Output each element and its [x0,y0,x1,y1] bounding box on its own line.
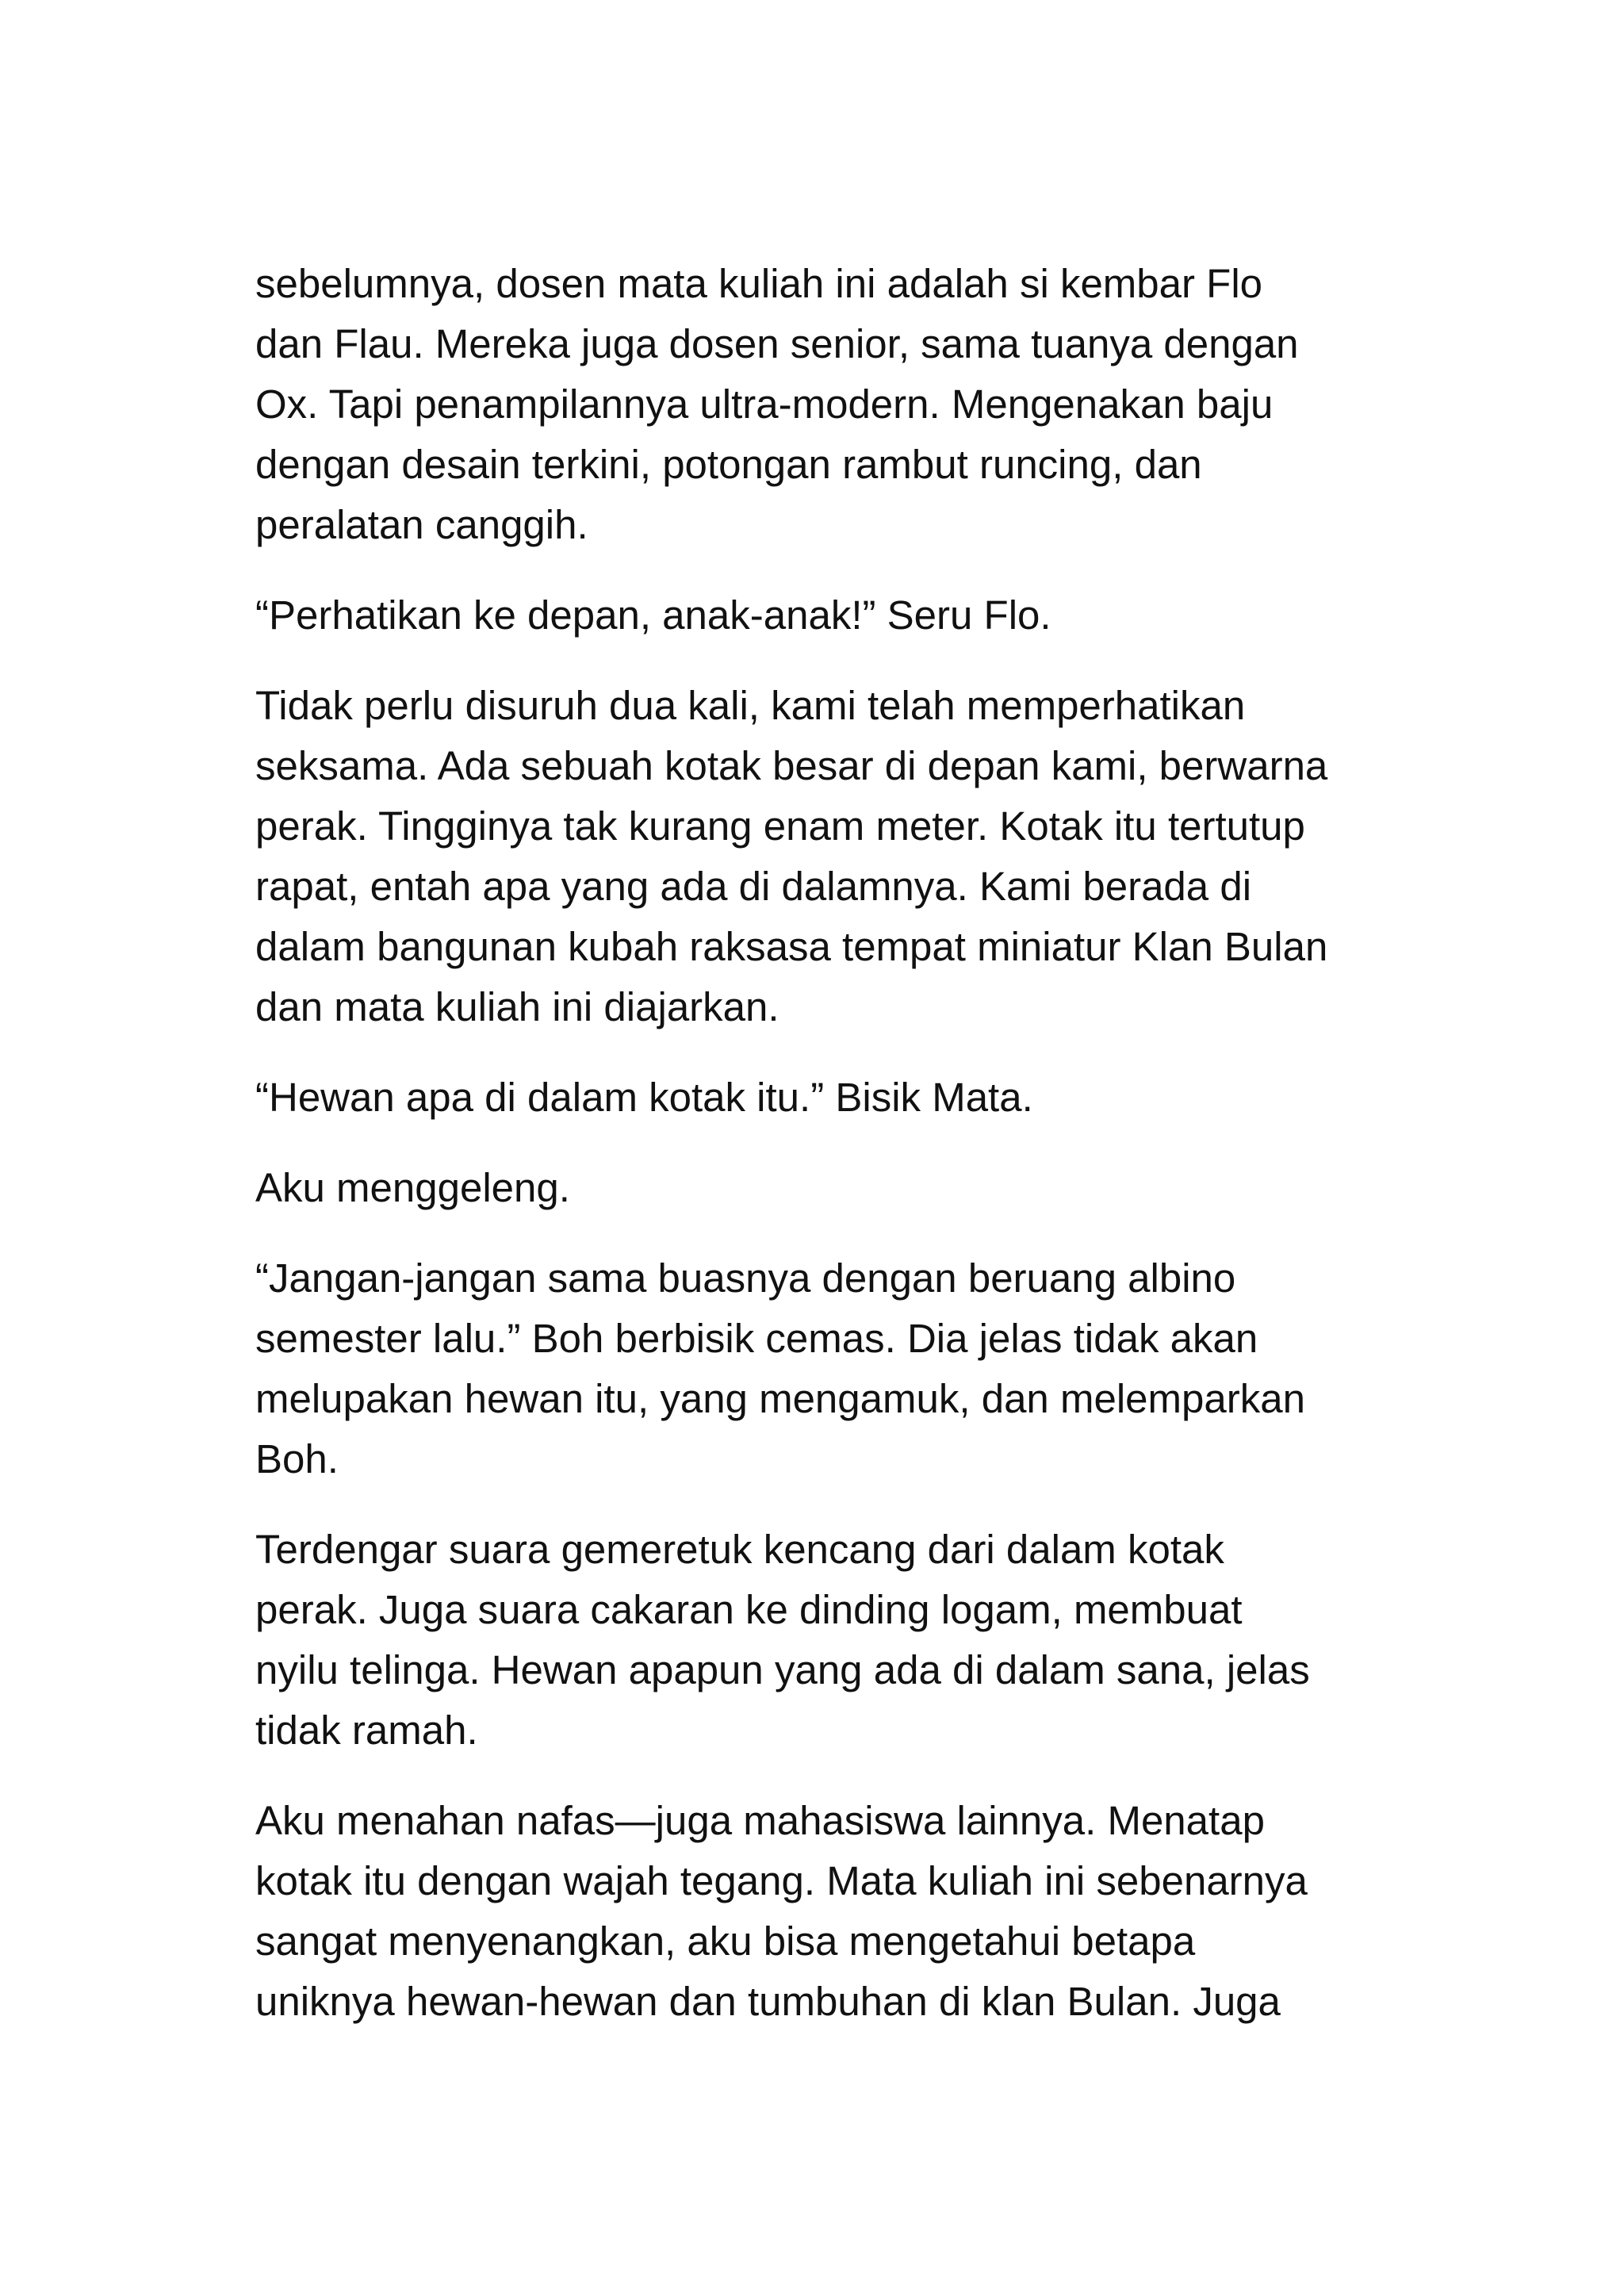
paragraph-7: Terdengar suara gemeretuk kencang dari dalam kotak perak. Juga suara cakaran ke dinding logam, membuat nyilu telinga. Hewan apapun yang ada di dalam sana, jelas tidak ramah. [255,1527,1310,1753]
paragraph-1: sebelumnya, dosen mata kuliah ini adalah si kembar Flo dan Flau. Mereka juga dosen senior, sama tuanya dengan Ox. Tapi penampilannya ultra-modern. Mengenakan baju dengan desain terkini, potongan rambut runcing, dan peralatan canggih. [255,261,1299,547]
body-text [255,254,1381,2062]
paragraph-4: “Hewan apa di dalam kotak itu.” Bisik Mata. [255,1075,1033,1120]
paragraph-6: “Jangan-jangan sama buasnya dengan beruang albino semester lalu.” Boh berbisik cemas. Dia jelas tidak akan melupakan hewan itu, yang mengamuk, dan melemparkan Boh. [255,1255,1305,1481]
paragraph-8: Aku menahan nafas—juga mahasiswa lainnya. Menatap kotak itu dengan wajah tegang. Mata kuliah ini sebenarnya sangat menyenangkan, aku bisa mengetahui betapa uniknya hewan-hewan dan tumbuhan di klan Bulan. Juga [255,1798,1308,2024]
paragraph-3: Tidak perlu disuruh dua kali, kami telah memperhatikan seksama. Ada sebuah kotak besar di depan kami, berwarna perak. Tingginya tak kurang enam meter. Kotak itu tertutup rapat, entah apa yang ada di dalamnya. Kami berada di dalam bangunan kubah raksasa tempat miniatur Klan Bulan dan mata kuliah ini diajarkan. [255,683,1328,1029]
paragraph-2: “Perhatikan ke depan, anak-anak!” Seru Flo. [255,592,1051,638]
paragraph-5: Aku menggeleng. [255,1165,570,1210]
